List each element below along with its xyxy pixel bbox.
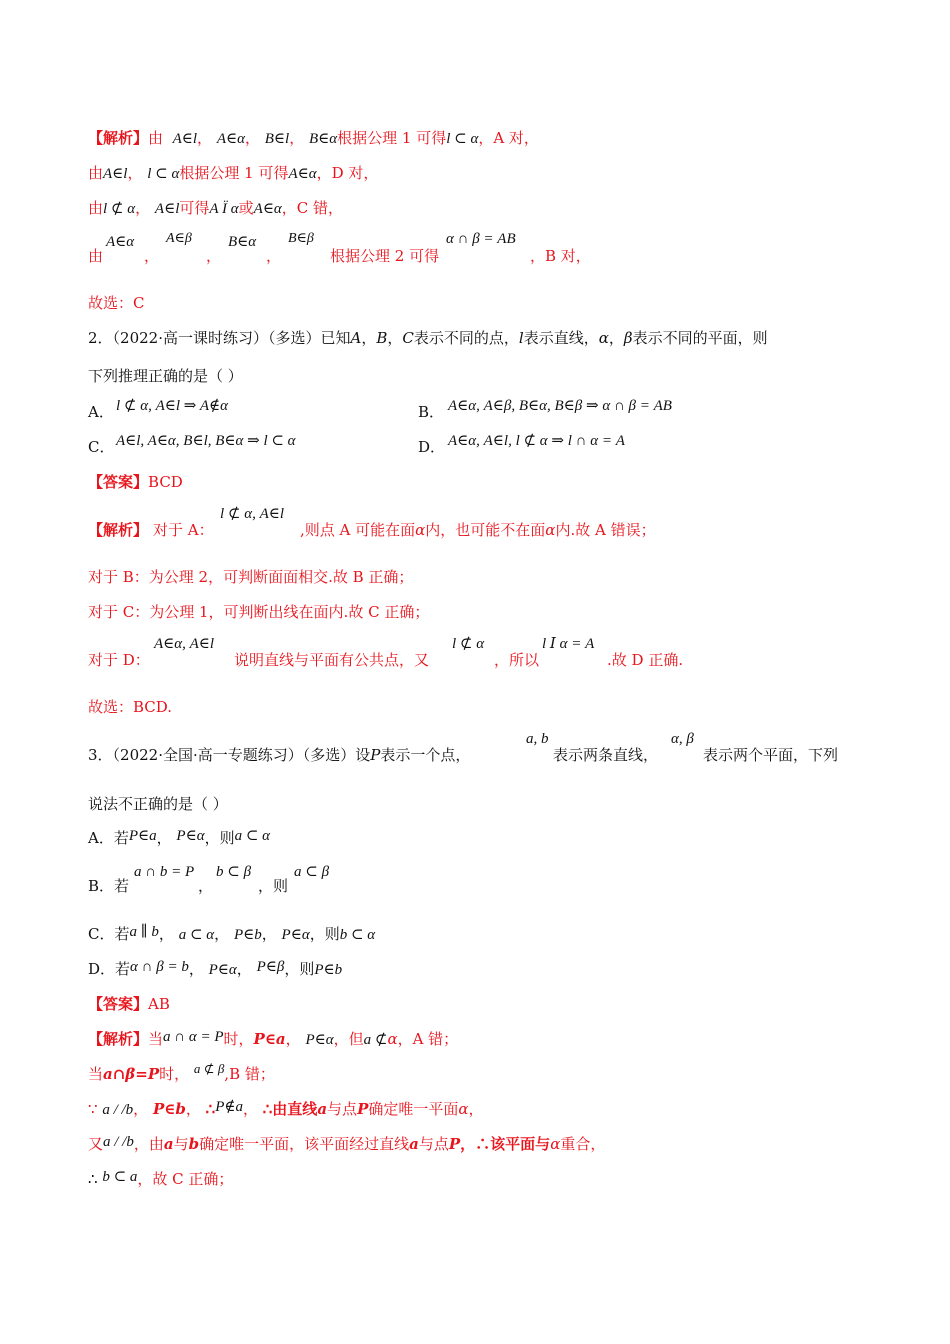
q3-analysis-4 xyxy=(88,1134,870,1155)
text: 确定唯一平面 xyxy=(368,1100,459,1118)
text: 说明直线与平面有公共点，又 xyxy=(234,651,430,669)
sep: ， xyxy=(198,877,214,895)
text: 表示不同的点， xyxy=(413,329,519,347)
option-label: C．若 xyxy=(88,925,130,943)
therefore: ∴ xyxy=(205,1100,216,1118)
sep: ， xyxy=(133,1100,149,1118)
math: α, β xyxy=(671,731,694,747)
option-label: C． xyxy=(88,438,115,456)
q2-answer xyxy=(88,472,870,492)
math: P∈α xyxy=(305,1032,334,1048)
math: l ⊄ α, A∈l xyxy=(220,506,285,522)
math: a / /b xyxy=(102,1102,134,1118)
text: ，但 xyxy=(333,1030,364,1048)
text: 由 xyxy=(88,199,104,217)
text: 表示两个平面，下列 xyxy=(703,746,839,764)
math: A∈l xyxy=(103,166,128,182)
sep: ， xyxy=(127,164,143,182)
text: ,则点 A 可能在面 xyxy=(300,521,416,539)
sep: ， xyxy=(266,247,282,265)
math: P∈β xyxy=(256,959,285,975)
math: B∈l xyxy=(264,131,290,147)
text: 由 xyxy=(88,247,104,265)
var: l xyxy=(518,329,524,347)
q2-analysis-3: 对于 C：为公理 1，可判断出线在面内.故 C 正确； xyxy=(88,603,430,621)
math: l ⊂ α xyxy=(147,166,180,182)
math: A∈α, A∈β, B∈α, B∈β ⇒ α ∩ β = AB xyxy=(448,398,672,414)
text: 与点 xyxy=(327,1100,358,1118)
math: b ⊂ α xyxy=(339,927,376,943)
text: ，B 对， xyxy=(530,247,591,265)
text: 表示不同的平面，则 xyxy=(632,329,768,347)
text: 与点 xyxy=(418,1135,449,1153)
math: a ⊄ β xyxy=(193,1061,225,1076)
sep: ， xyxy=(214,925,230,943)
math: l ⊄ α, A∈l ⇒ A∉α xyxy=(116,398,228,414)
text: 根据公理 2 可得 xyxy=(330,247,440,265)
therefore-because: ∵ xyxy=(88,1100,98,1118)
sep: ， xyxy=(185,1100,201,1118)
option-label: D． xyxy=(418,438,446,456)
math: A∈α, A∈l, l ⊄ α ⇒ l ∩ α = A xyxy=(448,433,625,449)
answer-tag: 【答案】 xyxy=(88,995,149,1013)
text: 当 xyxy=(88,1065,104,1083)
sep: ， xyxy=(197,129,213,147)
math: B∈β xyxy=(288,231,314,246)
var: P xyxy=(448,1135,461,1153)
text: ，则 xyxy=(204,829,235,847)
sep: ， xyxy=(608,329,624,347)
var: b xyxy=(188,1135,200,1153)
sep: ， xyxy=(244,129,260,147)
math: P∈b xyxy=(233,927,262,943)
var: α xyxy=(550,1135,561,1153)
text: 当 xyxy=(148,1030,164,1048)
var: a xyxy=(317,1100,328,1118)
text: 由 xyxy=(88,164,104,182)
sep: ， xyxy=(242,1100,258,1118)
text: ∴由直线 xyxy=(262,1100,318,1118)
q3-analysis-3 xyxy=(88,1099,870,1120)
analysis-tag: 【解析】 xyxy=(88,521,149,539)
option-label: A．若 xyxy=(88,829,129,847)
text: ，由 xyxy=(133,1135,164,1153)
math: P∈b xyxy=(314,962,343,978)
var: a xyxy=(163,1135,174,1153)
text: 又 xyxy=(88,1135,104,1153)
math: a ⊂ α xyxy=(178,927,215,943)
var: α xyxy=(458,1100,469,1118)
math: α ∩ β = b xyxy=(130,959,189,975)
q3-analysis-1 xyxy=(88,1029,870,1050)
s1-line-2 xyxy=(88,163,870,184)
var: β xyxy=(623,329,633,347)
var: α xyxy=(598,329,609,347)
text: 可得 xyxy=(179,199,210,217)
text: 确定唯一平面，该平面经过直线 xyxy=(199,1135,410,1153)
math: l ⊄ α xyxy=(103,201,136,217)
q3-option-a[interactable] xyxy=(88,828,870,849)
text: ，则 xyxy=(258,877,289,895)
text: 或 xyxy=(238,199,254,217)
sep: ， xyxy=(289,129,305,147)
math: a / /b xyxy=(103,1134,134,1150)
option-label: D．若 xyxy=(88,960,131,978)
text: ，A 对， xyxy=(478,129,539,147)
analysis-tag: 【解析】 xyxy=(88,1030,149,1048)
text: 表示两条直线， xyxy=(553,746,659,764)
q3-analysis-5 xyxy=(88,1169,870,1190)
text: ，∴该平面与 xyxy=(460,1135,551,1153)
question-source: （2022·高一课时练习）（多选）已知 xyxy=(112,329,351,347)
question-source: （2022·全国·高一专题练习）（多选）设 xyxy=(112,746,371,764)
sep: ， xyxy=(206,247,222,265)
question-number: 2． xyxy=(88,329,113,347)
sep: ， xyxy=(261,925,277,943)
math: A∈β xyxy=(166,231,192,246)
text xyxy=(300,520,656,540)
var: B xyxy=(376,329,388,347)
sep: ， xyxy=(188,960,204,978)
math: a ⊂ α xyxy=(234,828,271,844)
text: .故 D 正确. xyxy=(607,651,684,669)
math: P∈α xyxy=(176,828,205,844)
q2-stem-line-2: 下列推理正确的是（ ） xyxy=(88,367,243,385)
math: a, b xyxy=(526,731,549,747)
s1-line-3 xyxy=(88,198,870,219)
sep: ， xyxy=(156,829,172,847)
text xyxy=(88,745,470,765)
text: ,B 错； xyxy=(224,1065,275,1083)
math: l Ⅰ α = A xyxy=(542,636,595,652)
sep: ， xyxy=(387,329,403,347)
text: ，D 对， xyxy=(316,164,379,182)
text: ，故 C 正确； xyxy=(137,1170,234,1188)
q3-analysis-2 xyxy=(88,1061,870,1085)
math: A∈α xyxy=(216,131,245,147)
answer-tag: 【答案】 xyxy=(88,473,149,491)
text: 内.故 A 错误； xyxy=(555,521,656,539)
var: P∈b xyxy=(152,1100,186,1118)
var: A xyxy=(350,329,362,347)
question-number: 3． xyxy=(88,746,113,764)
math: a ⊂ β xyxy=(294,864,330,880)
math: a ⊄ xyxy=(363,1032,388,1048)
option-label: A． xyxy=(88,403,114,421)
therefore: ∴ xyxy=(88,1170,98,1188)
sep: ， xyxy=(135,199,151,217)
text: 重合， xyxy=(560,1135,606,1153)
text: ， xyxy=(468,1100,484,1118)
answer-value: AB xyxy=(148,995,170,1013)
text: 时， xyxy=(159,1065,190,1083)
text: 根据公理 1 可得 xyxy=(179,164,289,182)
s1-line-1 xyxy=(88,128,870,149)
math: b ⊂ a xyxy=(102,1169,138,1185)
analysis-tag: 【解析】 xyxy=(88,129,149,147)
math: A∈l xyxy=(154,201,180,217)
text: 表示直线， xyxy=(523,329,599,347)
var: P xyxy=(370,746,381,764)
math: P∈α xyxy=(281,927,310,943)
sep: ， xyxy=(236,960,252,978)
text: ，则 xyxy=(284,960,315,978)
text: 内，也可能不在面 xyxy=(425,521,546,539)
var: P xyxy=(357,1100,369,1118)
text: 时， xyxy=(223,1030,254,1048)
var: a∩β=P xyxy=(103,1065,160,1083)
math: a ∩ b = P xyxy=(134,864,195,880)
q3-stem-line-2: 说法不正确的是（ ） xyxy=(88,795,228,813)
q3-option-c[interactable] xyxy=(88,924,870,945)
math: b ⊂ β xyxy=(216,864,252,880)
math: A∈α xyxy=(288,166,317,182)
math: A Ï α xyxy=(209,201,239,217)
math: P∉a xyxy=(215,1099,243,1115)
text: 对于 A： xyxy=(153,521,214,539)
sep: ， xyxy=(158,925,174,943)
s1-choose: 故选：C xyxy=(88,294,145,312)
q2-analysis-2: 对于 B：为公理 2，可判断面面相交.故 B 正确； xyxy=(88,568,414,586)
text: 由 xyxy=(148,129,164,147)
math: B∈α xyxy=(308,131,338,147)
math: A∈l xyxy=(172,131,198,147)
q2-choose: 故选：BCD. xyxy=(88,698,173,716)
text: 对于 D： xyxy=(88,651,150,669)
sep: ， xyxy=(361,329,377,347)
math: α ∩ β = AB xyxy=(446,231,516,247)
math: a ∥ b xyxy=(129,924,159,940)
text: 与 xyxy=(173,1135,189,1153)
math: A∈α, A∈l xyxy=(154,636,215,652)
math: P∈α xyxy=(208,962,237,978)
q3-option-d[interactable] xyxy=(88,959,870,980)
var: a xyxy=(409,1135,419,1153)
answer-value: BCD xyxy=(148,473,183,491)
var: α xyxy=(387,1030,398,1048)
q3-answer xyxy=(88,994,870,1014)
math: A∈α xyxy=(106,234,135,250)
q2-stem-line-1 xyxy=(88,328,870,348)
var: α xyxy=(415,521,426,539)
var: α xyxy=(545,521,556,539)
math: a ∩ α = P xyxy=(163,1029,224,1045)
text: ，C 错， xyxy=(281,199,344,217)
option-label: B． xyxy=(418,403,445,421)
math: l ⊂ α xyxy=(446,131,479,147)
var: P∈a xyxy=(253,1030,286,1048)
option-label: B．若 xyxy=(88,877,130,895)
math: l ⊄ α xyxy=(452,636,485,652)
text: 表示一个点， xyxy=(380,746,471,764)
var: C xyxy=(402,329,414,347)
math: A∈l, A∈α, B∈l, B∈α ⇒ l ⊂ α xyxy=(116,433,296,449)
sep: ， xyxy=(285,1030,301,1048)
text: ，则 xyxy=(309,925,340,943)
math: B∈α xyxy=(228,234,257,250)
text: ，所以 xyxy=(494,651,540,669)
sep: ， xyxy=(144,247,160,265)
math: P∈a xyxy=(128,828,157,844)
math: A∈α xyxy=(253,201,282,217)
text: ，A 错； xyxy=(397,1030,459,1048)
text: 根据公理 1 可得 xyxy=(337,129,447,147)
